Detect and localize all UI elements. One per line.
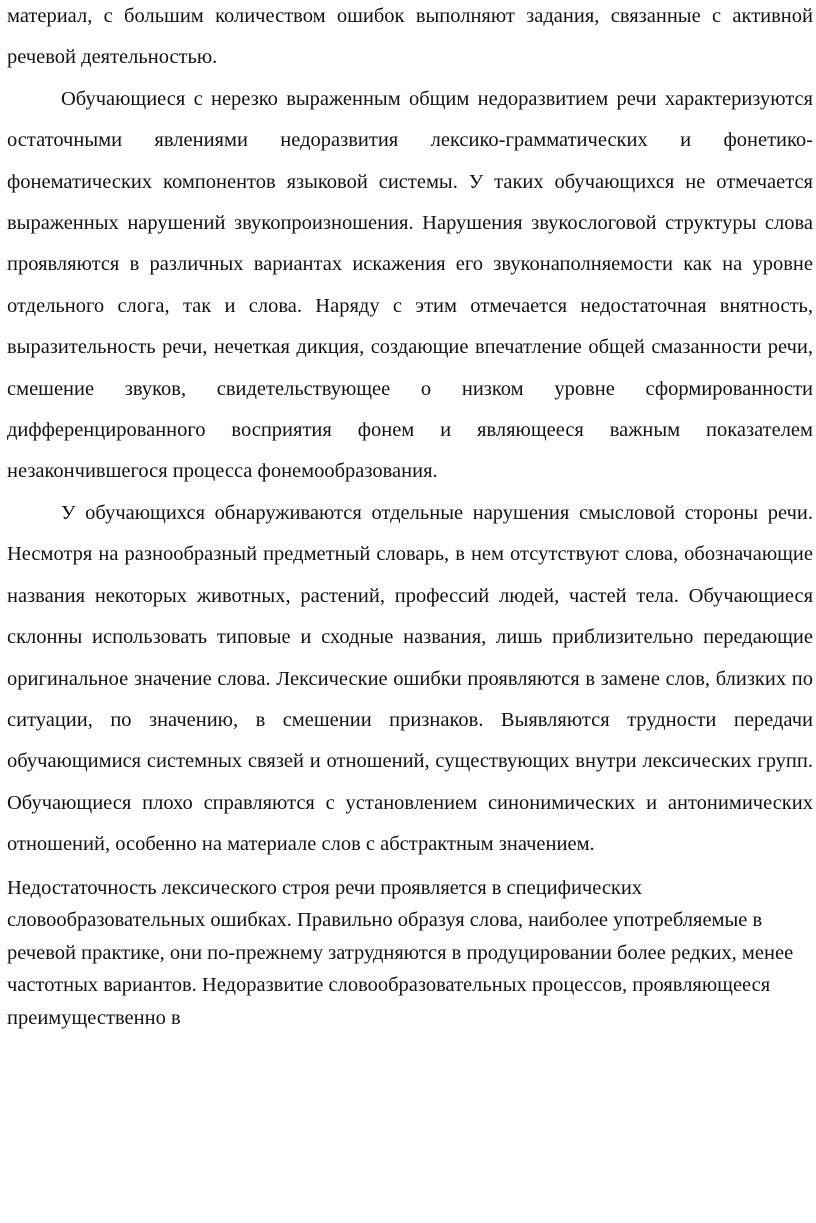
paragraph-semantic-violations: У обучающихся обнаруживаются отдельные нарушения смысловой стороны речи. Несмотря на разнообразный предметный словарь, в нем отсутствуют слова, обозначающие названия некоторых животных, растений, профессий людей, частей тела. Обучающиеся склонны использовать типовые и сходные названия, лишь приблизительно передающие оригинальное значение слова. Лексические ошибки проявляются в замене слов, близких по ситуации, по значению, в смешении признаков. Выявляются трудности передачи обучающимися системных связей и отношений, существующих внутри лексических групп. Обучающиеся плохо справляются с установлением синонимических и антонимических отношений, особенно на материале слов с абстрактным значением. [7, 501, 813, 856]
paragraph-continuation: материал, с большим количеством ошибок выполняют задания, связанные с активной речевой деятельностью. [7, 5, 813, 69]
paragraph-lexical-insufficiency: Недостаточность лексического строя речи проявляется в специфических словообразовательных ошибках. Правильно образуя слова, наиболее употребляемые в речевой практике, они по-прежнему затрудняются в продуцировании более редких, менее частотных вариантов. Недоразвитие словообразовательных процессов, проявляющееся преимущественно в [7, 876, 794, 1029]
paragraph-speech-underdevelopment: Обучающиеся с нерезко выраженным общим недоразвитием речи характеризуются остаточными явлениями недоразвития лексико-грамматических и фонетико-фонематических компонентов языковой системы. У таких обучающихся не отмечается выраженных нарушений звукопроизношения. Нарушения звукослоговой структуры слова проявляются в различных вариантах искажения его звуконаполняемости как на уровне отдельного слога, так и слова. Наряду с этим отмечается недостаточная внятность, выразительность речи, нечеткая дикция, создающие впечатление общей смазанности речи, смешение звуков, свидетельствующее о низком уровне сформированности дифференцированного восприятия фонем и являющееся важным показателем незакончившегося процесса фонемообразования. [7, 87, 813, 483]
document-body [7, 0, 813, 1034]
